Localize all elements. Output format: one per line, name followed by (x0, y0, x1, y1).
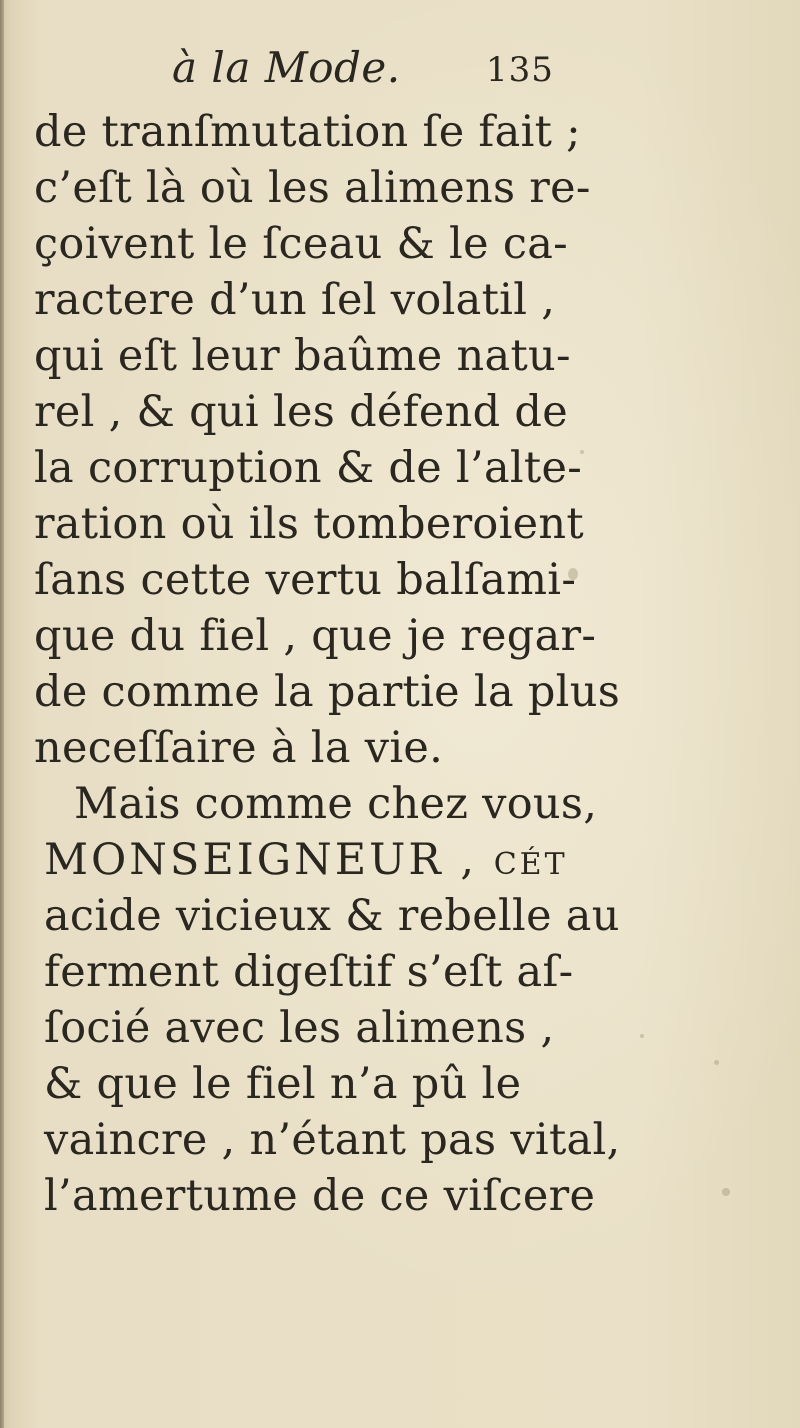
paper-speck (580, 450, 584, 454)
text-line: neceſſaire à la vie. (34, 723, 444, 773)
text-line: ractere d’un ſel volatil , (34, 275, 556, 325)
text-line: vaincre , n’étant pas vital, (44, 1115, 621, 1165)
text-line: qui eſt leur baûme natu- (34, 331, 571, 381)
text-line: çoivent le ſceau & le ca- (34, 219, 568, 269)
page-number: 135 (486, 50, 554, 90)
paper-speck (640, 1034, 644, 1038)
text-line: ſocié avec les alimens , (44, 1003, 555, 1053)
text-line: de comme la partie la plus (34, 667, 621, 717)
text-line: acide vicieux & rebelle au (44, 891, 620, 941)
text-line: ferment digeſtif s’eſt aſ- (44, 947, 574, 997)
paper-speck (722, 1188, 730, 1196)
text-line: l’amertume de ce viſcere (44, 1171, 596, 1221)
text-line: c’eſt là où les alimens re- (34, 163, 591, 213)
paper-speck (714, 1060, 719, 1065)
paper-speck (568, 568, 578, 580)
text-line: MONSEIGNEUR , cét (44, 835, 568, 885)
running-head: à la Mode. (172, 43, 401, 92)
text-line: ration où ils tomberoient (34, 499, 584, 549)
text-line: de tranſmutation ſe fait ; (34, 107, 581, 157)
text-line: rel , & qui les défend de (34, 387, 568, 437)
text-line: que du fiel , que je regar- (34, 611, 597, 661)
text-line: ſans cette vertu balſami- (34, 555, 577, 605)
text-line: & que le fiel n’a pû le (44, 1059, 522, 1109)
text-line: la corruption & de l’alte- (34, 443, 583, 493)
text-line: Mais comme chez vous, (74, 779, 598, 829)
text-block (0, 96, 800, 1296)
